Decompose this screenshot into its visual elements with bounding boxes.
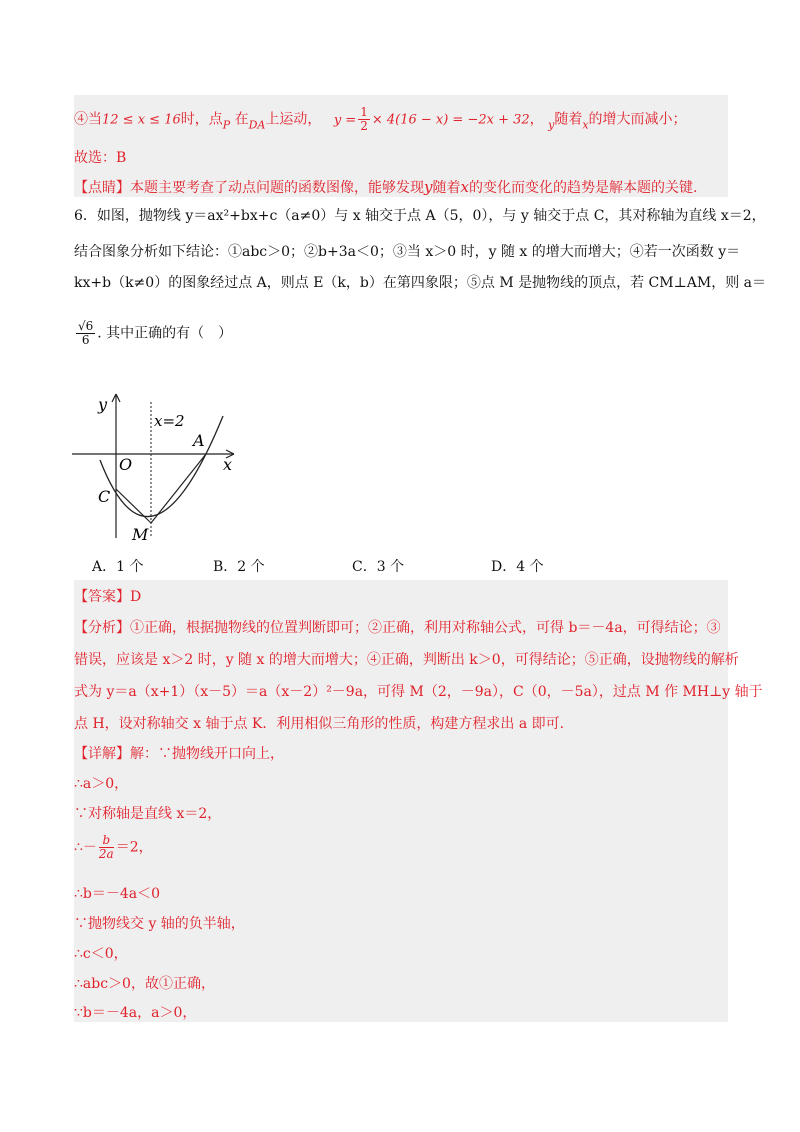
x-axis-label: x [223,455,233,474]
parabola-figure [66,388,246,548]
prev-solution-line-1: ④当12 ≤ x ≤ 16时，点$_P$ 在$_{DA}$上运动， y = $\frac{1}{2}$ × 4(16 − x) = −2x + 32， $_y$随着$_x$的增大而减小； [74,105,687,133]
analysis-line-4: 点 H，设对称轴交 x 轴于点 K．利用相似三角形的性质，构建方程求出 a 即可. [74,716,565,732]
question-line-3: kx+b（k≠0）的图象经过点 A，则点 E（k，b）在第四象限；⑤点 M 是抛物线的顶点，若 CM⊥AM，则 a＝ [74,275,767,291]
answer: 【答案】D [74,589,142,605]
question-line-1: 6．如图，抛物线 y＝ax²+bx+c（a≠0）与 x 轴交于点 A（5，0），与 y 轴交于点 C，其对称轴为直线 x＝2， [74,208,766,224]
segment-am [151,454,206,523]
detail-line-8: ∵b＝－4a，a＞0， [74,1005,197,1021]
segment-cm [116,489,151,523]
analysis-line-2: 错误，应该是 x＞2 时，y 随 x 的增大而增大；④正确，判断出 k＞0，可得结论；⑤正确，设抛物线的解析 [74,652,739,668]
option-d[interactable]: D．4 个 [491,559,544,575]
detail-line-7: ∴abc＞0，故①正确， [74,976,215,992]
point-c-label: C [98,487,111,506]
origin-label: O [119,455,133,474]
detail-line-4: ∴b＝－4a＜0 [74,886,161,902]
y-axis-label: y [98,395,108,414]
option-b[interactable]: B．2 个 [213,559,265,575]
solution-background [74,580,728,1022]
analysis-line-3: 式为 y＝a（x+1）（x－5）＝a（x－2）²－9a，可得 M（2，－9a），C（0，－5a），过点 M 作 MH⊥y 轴于 [74,684,763,700]
detail-line-6: ∴c＜0， [74,946,128,962]
point-a-label: A [193,431,205,450]
prev-review: 【点睛】本题主要考查了动点问题的函数图像，能够发现y随着x的变化而变化的趋势是解本题的关键. [74,178,698,196]
prev-choice: 故选：B [74,150,127,166]
point-m-label: M [132,525,149,544]
detail-intro: 【详解】解：∵抛物线开口向上， [74,746,284,762]
detail-line-5: ∵抛物线交 y 轴的负半轴， [74,916,245,932]
option-c[interactable]: C．3 个 [352,559,405,575]
detail-line-2: ∵对称轴是直线 x＝2， [74,806,222,822]
option-a[interactable]: A．1 个 [92,559,144,575]
symmetry-axis-label: x=2 [154,412,185,430]
detail-line-1: ∴a＞0， [74,776,129,792]
detail-line-3: ∴－ $\frac{b}{2a}$ ＝2， [74,833,153,861]
analysis-line-1: 【分析】①正确，根据抛物线的位置判断即可；②正确，利用对称轴公式，可得 b＝－4a，可得结论；③ [74,620,721,636]
question-line-4: $\frac{√6}{6}$ . 其中正确的有（ ） [78,319,233,347]
question-line-2: 结合图象分析如下结论：①abc＞0；②b+3a＜0；③当 x＞0 时，y 随 x 的增大而增大；④若一次函数 y＝ [74,244,741,260]
